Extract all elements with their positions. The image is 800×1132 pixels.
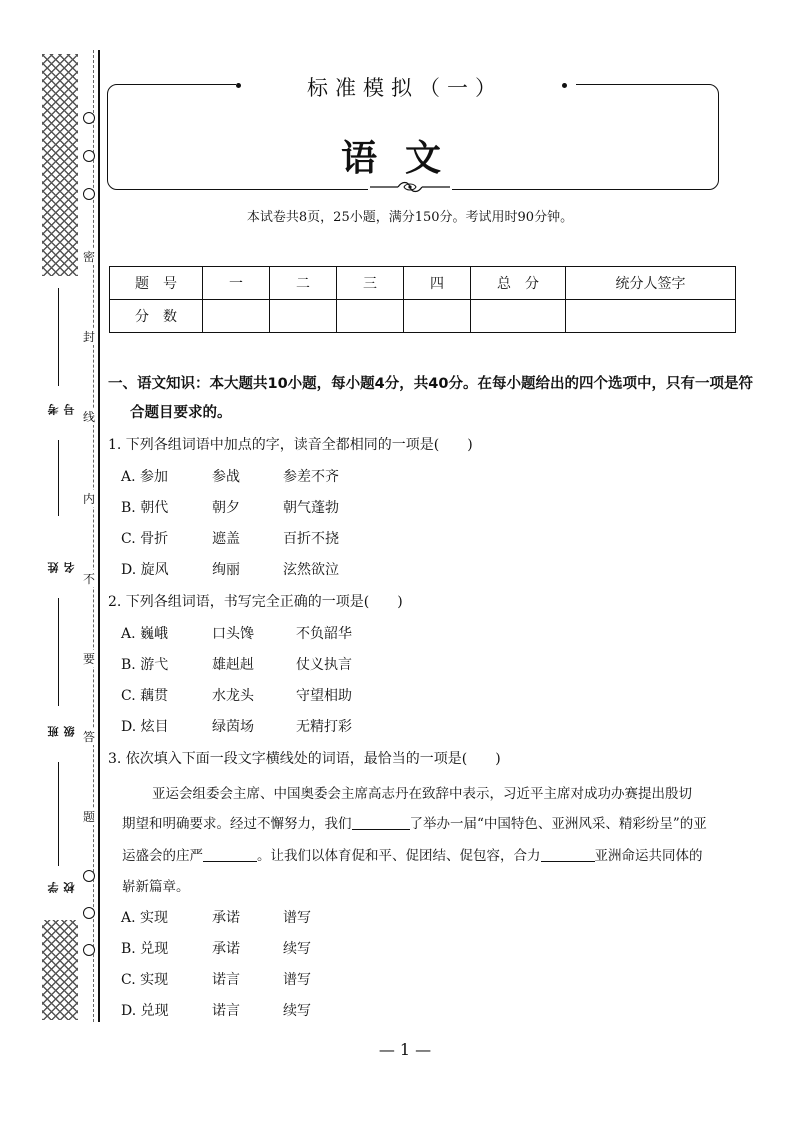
score-header-cell: 一 bbox=[203, 267, 270, 300]
page-number: — 1 — bbox=[378, 1040, 432, 1059]
frame-dot-left bbox=[236, 83, 241, 88]
seal-char-1: 密 bbox=[80, 248, 98, 265]
exam-title: 语文 bbox=[340, 137, 469, 179]
exam-subtitle: 标准模拟（一） bbox=[307, 76, 503, 100]
question-2-stem: 2. 下列各组词语，书写完全正确的一项是( ) bbox=[108, 594, 403, 610]
fill-blank-3[interactable] bbox=[541, 848, 595, 862]
section-heading: 一、语文知识：本大题共10小题，每小题4分，共40分。在每小题给出的四个选项中，只有一项是符 bbox=[108, 376, 753, 392]
seal-char-4: 内 bbox=[80, 490, 98, 507]
score-header-cell: 题 号 bbox=[110, 267, 203, 300]
score-cell[interactable] bbox=[404, 300, 471, 333]
exam-number-label: 考号 bbox=[47, 404, 76, 415]
score-header-cell: 统分人签字 bbox=[566, 267, 736, 300]
frame-dot-right bbox=[562, 83, 567, 88]
passage-line-1: 亚运会组委会主席、中国奥委会主席高志丹在致辞中表示，习近平主席对成功办赛提出殷切 bbox=[152, 786, 692, 802]
score-cell[interactable] bbox=[270, 300, 337, 333]
question-3-stem: 3. 依次填入下面一段文字横线处的词语，最恰当的一项是( ) bbox=[108, 751, 501, 767]
score-table-row bbox=[110, 300, 736, 333]
hatch-pattern-top bbox=[42, 54, 78, 276]
score-table bbox=[109, 266, 736, 333]
binding-hole-2 bbox=[83, 150, 95, 162]
score-cell[interactable] bbox=[471, 300, 566, 333]
seal-char-6: 要 bbox=[80, 650, 98, 667]
passage-line-3: 运盛会的庄严 。让我们以体育促和平、促团结、促包容，合力 亚洲命运共同体的 bbox=[122, 848, 703, 864]
fill-blank-1[interactable] bbox=[352, 816, 410, 830]
score-row-label: 分 数 bbox=[110, 300, 203, 333]
score-cell[interactable] bbox=[337, 300, 404, 333]
binding-hole-6 bbox=[83, 944, 95, 956]
score-header-cell: 总 分 bbox=[471, 267, 566, 300]
hatch-pattern-bottom bbox=[42, 920, 78, 1020]
binding-hole-3 bbox=[83, 188, 95, 200]
school-label: 学校 bbox=[47, 882, 76, 893]
score-cell[interactable] bbox=[566, 300, 736, 333]
seal-char-3: 线 bbox=[80, 408, 98, 425]
score-cell[interactable] bbox=[203, 300, 270, 333]
binding-margin bbox=[0, 0, 100, 1132]
ornament-icon bbox=[368, 180, 452, 194]
name-label: 姓名 bbox=[47, 562, 76, 573]
seal-char-5: 不 bbox=[80, 570, 98, 587]
section-heading-cont: 合题目要求的。 bbox=[130, 405, 232, 421]
score-header-cell: 四 bbox=[404, 267, 471, 300]
class-label: 班级 bbox=[47, 726, 76, 737]
fill-blank-2[interactable] bbox=[203, 848, 257, 862]
seal-char-2: 封 bbox=[80, 328, 98, 345]
score-header-cell: 三 bbox=[337, 267, 404, 300]
passage-line-4: 崭新篇章。 bbox=[122, 879, 190, 895]
binding-hole-4 bbox=[83, 870, 95, 882]
score-header-cell: 二 bbox=[270, 267, 337, 300]
question-1-stem: 1. 下列各组词语中加点的字，读音全都相同的一项是( ) bbox=[108, 437, 473, 453]
binding-hole-1 bbox=[83, 112, 95, 124]
seal-char-7: 答 bbox=[80, 728, 98, 745]
seal-char-8: 题 bbox=[80, 808, 98, 825]
exam-instructions: 本试卷共8页，25小题，满分150分。考试用时90分钟。 bbox=[246, 210, 574, 225]
binding-line bbox=[98, 50, 100, 1022]
passage-line-2: 期望和明确要求。经过不懈努力，我们 了举办一届“中国特色、亚洲风采、精彩纷呈”的亚 bbox=[122, 816, 707, 832]
score-table-header bbox=[110, 267, 736, 300]
binding-hole-5 bbox=[83, 907, 95, 919]
